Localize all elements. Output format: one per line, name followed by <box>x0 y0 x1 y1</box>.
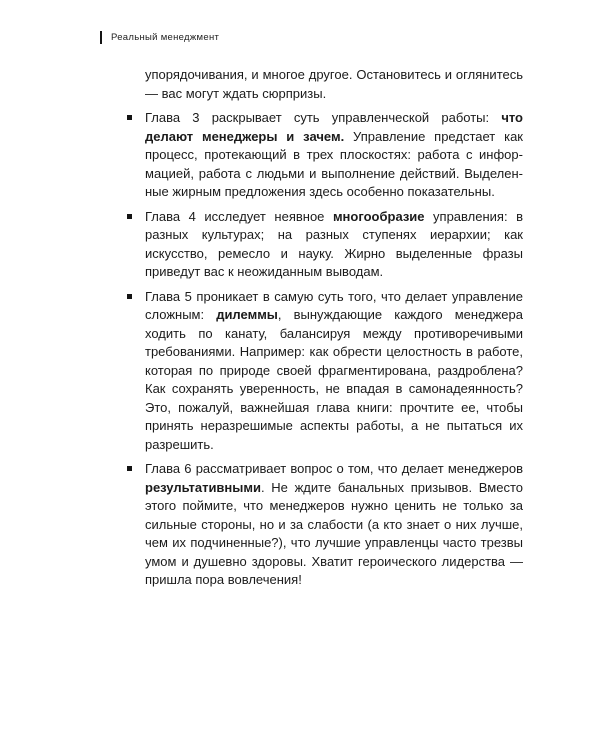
bold-text: результативными <box>145 479 261 495</box>
bold-text: что делают менеджеры и зачем. <box>145 110 523 144</box>
list-item <box>145 109 523 202</box>
body-text: Глава 6 рассматривает вопрос о том, что делает менеджеров <box>145 461 523 476</box>
bullet-square-icon <box>127 466 132 471</box>
paragraph <box>145 66 523 103</box>
body-text: , вынуждающие каждого менеджера ходить по канату, балансируя между противоречивыми требованиями. Например: как обрести целостность в работе, которая по природе своей фрагментирована, раздроблена? Как сохранять уверенность, не впадая в самонадеянность? Это, пожалуй, важнейшая глава книги: прочтите ее, чтобы принять неразрешимые аспекты работы, а не пытаться их разрешить. <box>145 307 523 452</box>
body-text: Глава 5 проникает в самую суть того, что делает управление сложным: <box>145 288 523 322</box>
header-rule-icon <box>100 31 102 44</box>
body-text: . Не ждите банальных призывов. Вместо этого поймите, что менеджеров нужно ценить не только за сильные стороны, но и за слабости (а кто знает о них лучше, чем их подчиненные?), что лучшие управленцы часто трезвы умом и душевно здоровы. Хватит героического лидерства — пришла пора вовлечения! <box>145 479 523 587</box>
bullet-square-icon <box>127 294 132 299</box>
list-item <box>145 460 523 590</box>
list-item <box>145 288 523 455</box>
bold-text: дилеммы <box>216 307 278 322</box>
bold-text: многообразие <box>332 208 425 224</box>
body-text: Глава 3 раскрывает суть управленческой работы: <box>145 110 502 125</box>
running-head <box>100 31 219 44</box>
body-text: Управление предстает как процесс, протекающий в трех плоскостях: работа с информацией, работа с людьми и выполнение действий. Выделенные жирным предложения здесь особенно показательны. <box>145 128 523 199</box>
page-header-title: Реальный менеджмент <box>111 32 220 43</box>
body-text: Глава 4 исследует неявное <box>145 208 333 224</box>
bullet-square-icon <box>127 214 132 219</box>
bullet-square-icon <box>127 115 132 120</box>
content-area <box>145 66 523 596</box>
body-text: упорядочивания, и многое другое. Остановитесь и оглянитесь — вас могут ждать сюрпризы. <box>145 67 523 101</box>
body-text: управления: в разных культурах; на разных ступенях иерархии; как искусство, ремесло и науку. Жирно выделенные фразы приведут вас к неожиданным выводам. <box>145 208 523 279</box>
list-item <box>145 208 523 282</box>
